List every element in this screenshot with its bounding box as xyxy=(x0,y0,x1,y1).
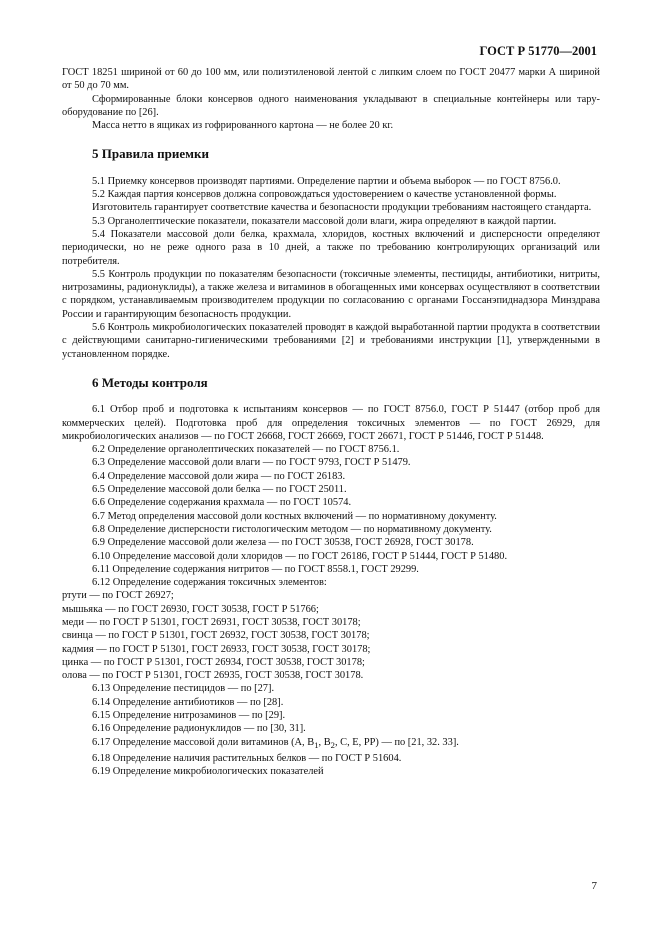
paragraph: Изготовитель гарантирует соответствие качества и безопасности продукции требованиям настоящего стандарта. xyxy=(92,202,592,214)
list-item: 6.6 Определение содержания крахмала — по ГОСТ 10574. xyxy=(92,497,352,509)
list-item: 6.18 Определение наличия растительных белков — по ГОСТ Р 51604. xyxy=(92,753,402,765)
list-item: 6.19 Определение микробиологических показателей xyxy=(92,766,324,778)
paragraph: 5.4 Показатели массовой доли белка, крахмала, хлоридов, костных включений и дисперсности определяют периодически, но не реже одного раза в 10 дней, а также по требованию контролирующих организаций или потребителя. xyxy=(62,228,600,267)
list-item: 6.11 Определение содержания нитритов — по ГОСТ 8558.1, ГОСТ 29299. xyxy=(92,563,419,575)
toxic-element-item: кадмия — по ГОСТ Р 51301, ГОСТ 26933, ГОСТ 30538, ГОСТ 30178; xyxy=(62,643,371,655)
toxic-element-item: мышьяка — по ГОСТ 26930, ГОСТ 30538, ГОСТ Р 51766; xyxy=(62,603,319,615)
section-6-heading: 6 Методы контроля xyxy=(92,374,208,390)
list-item: 6.4 Определение массовой доли жира — по ГОСТ 26183. xyxy=(92,470,346,482)
paragraph: 5.5 Контроль продукции по показателям безопасности (токсичные элементы, пестициды, антибиотики, нитриты, нитрозамины, радионуклиды), а также железа и витаминов в обогащенных ими консервах осуществляют в соответствии с порядком, устанавливаемым производителем продукции по согласованию с органами Госсанэпиднадзора Минздрава России и гарантирующим безопасность продукции. xyxy=(62,268,600,320)
intro-paragraph: Масса нетто в ящиках из гофрированного картона — не более 20 кг. xyxy=(92,120,394,132)
page-number: 7 xyxy=(591,880,597,892)
list-item: 6.15 Определение нитрозаминов — по [29]. xyxy=(92,710,286,722)
intro-paragraph: Сформированные блоки консервов одного наименования укладывают в специальные контейнеры или тару-оборудование по [26]. xyxy=(62,93,600,118)
toxic-element-item: ртути — по ГОСТ 26927; xyxy=(62,590,174,602)
list-item-vitamins xyxy=(62,736,600,752)
toxic-element-item: свинца — по ГОСТ Р 51301, ГОСТ 26932, ГОСТ 30538, ГОСТ 30178; xyxy=(62,630,370,642)
list-item: 6.12 Определение содержания токсичных элементов: xyxy=(92,577,327,589)
vitamins-text-a: 6.17 Определение массовой доли витаминов (А, В xyxy=(92,736,315,748)
section-5-heading: 5 Правила приемки xyxy=(92,146,209,162)
list-item: 6.3 Определение массовой доли влаги — по ГОСТ 9793, ГОСТ Р 51479. xyxy=(92,457,411,469)
list-item: 6.5 Определение массовой доли белка — по ГОСТ 25011. xyxy=(92,484,347,496)
paragraph: 5.2 Каждая партия консервов должна сопровождаться удостоверением о качестве установленной формы. xyxy=(92,189,557,201)
page-body xyxy=(62,66,600,779)
intro-paragraph: ГОСТ 18251 шириной от 60 до 100 мм, или полиэтиленовой лентой с липким слоем по ГОСТ 20477 марки А шириной от 50 до 70 мм. xyxy=(62,67,600,92)
toxic-element-item: цинка — по ГОСТ Р 51301, ГОСТ 26934, ГОСТ 30538, ГОСТ 30178; xyxy=(62,656,365,668)
toxic-element-item: олова — по ГОСТ Р 51301, ГОСТ 26935, ГОСТ 30538, ГОСТ 30178. xyxy=(62,670,364,682)
paragraph: 5.6 Контроль микробиологических показателей проводят в каждой выработанной партии продукта в соответствии с действующими санитарно-гигиеническими требованиями [2] и требованиями инструкции [1], утвержденными в установленном порядке. xyxy=(62,322,600,360)
list-item: 6.14 Определение антибиотиков — по [28]. xyxy=(92,696,284,708)
list-item: 6.16 Определение радионуклидов — по [30, 31]. xyxy=(92,723,306,735)
vitamins-text-c: , С, Е, РР) — по [21, 32. 33]. xyxy=(334,736,459,748)
document-header: ГОСТ Р 51770—2001 xyxy=(479,44,597,58)
paragraph: 5.3 Органолептические показатели, показатели массовой доли влаги, жира определяют в каждой партии. xyxy=(92,215,557,227)
list-item: 6.9 Определение массовой доли железа — по ГОСТ 30538, ГОСТ 26928, ГОСТ 30178. xyxy=(92,537,474,549)
list-item: 6.13 Определение пестицидов — по [27]. xyxy=(92,683,275,695)
vitamins-text-b: , В xyxy=(318,736,331,748)
list-item: 6.2 Определение органолептических показателей — по ГОСТ 8756.1. xyxy=(92,444,400,456)
subscript-1: 1 xyxy=(314,739,319,750)
toxic-element-item: меди — по ГОСТ Р 51301, ГОСТ 26931, ГОСТ 30538, ГОСТ 30178; xyxy=(62,616,361,628)
list-item: 6.7 Метод определения массовой доли костных включений — по нормативному документу. xyxy=(92,510,497,522)
subscript-2: 2 xyxy=(330,739,335,750)
list-item: 6.8 Определение дисперсности гистологическим методом — по нормативному документу. xyxy=(92,523,492,535)
paragraph: 6.1 Отбор проб и подготовка к испытаниям консервов — по ГОСТ 8756.0, ГОСТ Р 51447 (отбор проб для коммерческих целей). Подготовка проб для определения токсичных элементов — по ГОСТ 26929, для микробиологических анализов — по ГОСТ 26668, ГОСТ 26669, ГОСТ 26671, ГОСТ Р 51446, ГОСТ Р 51448. xyxy=(62,404,600,442)
list-item: 6.10 Определение массовой доли хлоридов — по ГОСТ 26186, ГОСТ Р 51444, ГОСТ Р 51480. xyxy=(92,550,508,562)
paragraph: 5.1 Приемку консервов производят партиями. Определение партии и объема выборок — по ГОСТ 8756.0. xyxy=(92,175,561,187)
